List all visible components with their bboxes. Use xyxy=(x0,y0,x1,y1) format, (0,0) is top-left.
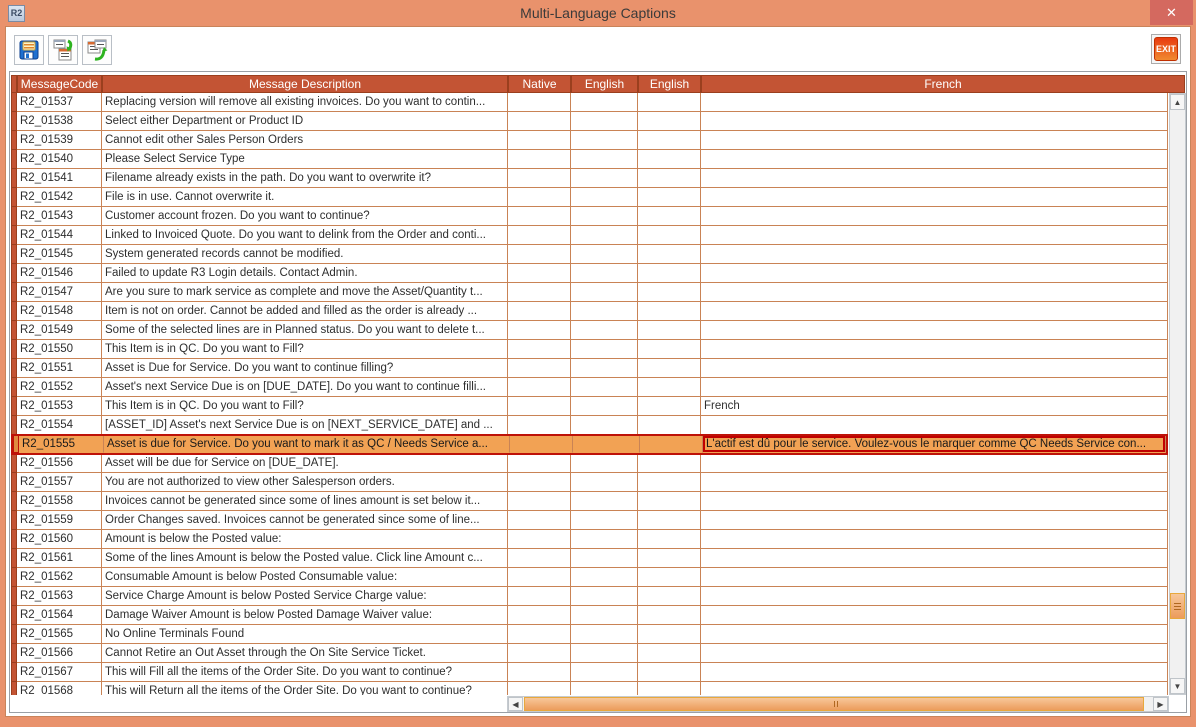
table-row[interactable] xyxy=(11,492,1168,511)
table-row[interactable] xyxy=(11,606,1168,625)
import-captions-button[interactable] xyxy=(48,35,78,65)
cell-english1[interactable] xyxy=(571,530,638,549)
cell-code[interactable]: R2_01559 xyxy=(17,511,102,530)
cell-french[interactable]: French xyxy=(701,397,1168,416)
cell-code[interactable]: R2_01541 xyxy=(17,169,102,188)
cell-native[interactable] xyxy=(508,473,571,492)
cell-native[interactable] xyxy=(508,302,571,321)
captions-grid xyxy=(9,71,1187,713)
cell-description[interactable]: Please Select Service Type xyxy=(102,150,508,169)
vertical-scrollbar[interactable] xyxy=(1169,93,1186,695)
cell-description[interactable]: [ASSET_ID] Asset's next Service Due is on [NEXT_SERVICE_DATE] and ... xyxy=(102,416,508,435)
cell-code[interactable]: R2_01551 xyxy=(17,359,102,378)
scroll-left-button[interactable] xyxy=(508,697,523,711)
cell-english1[interactable] xyxy=(571,131,638,150)
cell-french[interactable] xyxy=(701,587,1168,606)
cell-description[interactable]: Are you sure to mark service as complete and move the Asset/Quantity t... xyxy=(102,283,508,302)
cell-native[interactable] xyxy=(508,169,571,188)
cell-english1[interactable] xyxy=(571,264,638,283)
cell-english2[interactable] xyxy=(638,587,701,606)
table-row[interactable] xyxy=(11,150,1168,169)
save-button[interactable] xyxy=(14,35,44,65)
cell-native[interactable] xyxy=(508,454,571,473)
cell-native[interactable] xyxy=(508,245,571,264)
cell-native[interactable] xyxy=(508,587,571,606)
cell-native[interactable] xyxy=(508,264,571,283)
cell-code[interactable]: R2_01563 xyxy=(17,587,102,606)
cell-english2[interactable] xyxy=(638,264,701,283)
table-row[interactable] xyxy=(11,511,1168,530)
cell-native[interactable] xyxy=(508,549,571,568)
cell-code[interactable]: R2_01542 xyxy=(17,188,102,207)
cell-description[interactable]: This will Fill all the items of the Order Site. Do you want to continue? xyxy=(102,663,508,682)
cell-english2[interactable] xyxy=(638,663,701,682)
cell-native[interactable] xyxy=(508,321,571,340)
cell-description[interactable]: Order Changes saved. Invoices cannot be generated since some of line... xyxy=(102,511,508,530)
cell-description[interactable]: Cannot Retire an Out Asset through the On Site Service Ticket. xyxy=(102,644,508,663)
table-row[interactable] xyxy=(11,397,1168,416)
cell-french[interactable] xyxy=(701,682,1168,695)
close-button[interactable] xyxy=(1150,0,1193,25)
table-row[interactable] xyxy=(11,226,1168,245)
cell-description[interactable]: Select either Department or Product ID xyxy=(102,112,508,131)
cell-description[interactable]: Amount is below the Posted value: xyxy=(102,530,508,549)
table-row[interactable] xyxy=(11,283,1168,302)
cell-english2[interactable] xyxy=(638,245,701,264)
cell-description[interactable]: Asset's next Service Due is on [DUE_DATE]. Do you want to continue filli... xyxy=(102,378,508,397)
cell-english1[interactable] xyxy=(571,606,638,625)
table-row[interactable] xyxy=(11,434,1168,455)
cell-english1[interactable] xyxy=(571,473,638,492)
cell-english2[interactable] xyxy=(638,150,701,169)
cell-english2[interactable] xyxy=(638,93,701,112)
cell-french[interactable] xyxy=(701,321,1168,340)
cell-english2[interactable] xyxy=(638,454,701,473)
cell-description[interactable]: Asset will be due for Service on [DUE_DATE]. xyxy=(102,454,508,473)
cell-native[interactable] xyxy=(508,606,571,625)
cell-code[interactable]: R2_01564 xyxy=(17,606,102,625)
cell-description[interactable]: Asset is Due for Service. Do you want to continue filling? xyxy=(102,359,508,378)
cell-french[interactable] xyxy=(701,264,1168,283)
cell-code[interactable]: R2_01560 xyxy=(17,530,102,549)
cell-french[interactable] xyxy=(701,112,1168,131)
cell-description[interactable]: Linked to Invoiced Quote. Do you want to delink from the Order and conti... xyxy=(102,226,508,245)
cell-code[interactable]: R2_01565 xyxy=(17,625,102,644)
cell-english1[interactable] xyxy=(571,359,638,378)
cell-english1[interactable] xyxy=(571,644,638,663)
table-row[interactable] xyxy=(11,245,1168,264)
cell-english1[interactable] xyxy=(571,492,638,511)
cell-code[interactable]: R2_01549 xyxy=(17,321,102,340)
cell-description[interactable]: No Online Terminals Found xyxy=(102,625,508,644)
cell-french[interactable] xyxy=(701,93,1168,112)
table-row[interactable] xyxy=(11,454,1168,473)
cell-english2[interactable] xyxy=(638,340,701,359)
cell-english1[interactable] xyxy=(571,416,638,435)
cell-english2[interactable] xyxy=(638,511,701,530)
cell-code[interactable]: R2_01546 xyxy=(17,264,102,283)
horizontal-scrollbar[interactable] xyxy=(507,696,1169,712)
cell-french[interactable] xyxy=(701,302,1168,321)
cell-description[interactable]: Invoices cannot be generated since some of lines amount is set below it... xyxy=(102,492,508,511)
table-row[interactable] xyxy=(11,131,1168,150)
cell-english1[interactable] xyxy=(571,169,638,188)
cell-description[interactable]: Cannot edit other Sales Person Orders xyxy=(102,131,508,150)
table-row[interactable] xyxy=(11,112,1168,131)
cell-code[interactable]: R2_01561 xyxy=(17,549,102,568)
cell-french[interactable] xyxy=(701,245,1168,264)
cell-french[interactable] xyxy=(701,169,1168,188)
table-row[interactable] xyxy=(11,264,1168,283)
cell-english2[interactable] xyxy=(638,226,701,245)
cell-native[interactable] xyxy=(508,416,571,435)
table-row[interactable] xyxy=(11,682,1168,695)
exit-button-label: EXIT xyxy=(1155,44,1176,54)
table-row[interactable] xyxy=(11,625,1168,644)
cell-description[interactable]: Replacing version will remove all existing invoices. Do you want to contin... xyxy=(102,93,508,112)
cell-french[interactable] xyxy=(701,644,1168,663)
table-row[interactable] xyxy=(11,644,1168,663)
cell-english1[interactable] xyxy=(571,340,638,359)
table-row[interactable] xyxy=(11,378,1168,397)
horizontal-scroll-thumb[interactable] xyxy=(524,697,1144,711)
cell-english2[interactable] xyxy=(638,188,701,207)
cell-english1[interactable] xyxy=(571,321,638,340)
cell-english1[interactable] xyxy=(571,663,638,682)
cell-french[interactable] xyxy=(701,606,1168,625)
cell-code[interactable]: R2_01567 xyxy=(17,663,102,682)
cell-french[interactable] xyxy=(701,549,1168,568)
horizontal-scroll-track[interactable] xyxy=(523,697,1153,711)
cell-english2[interactable] xyxy=(638,492,701,511)
window-content xyxy=(5,26,1191,717)
up-arrow-icon: ▲ xyxy=(1173,97,1182,107)
cell-english2[interactable] xyxy=(638,625,701,644)
cell-code[interactable]: R2_01540 xyxy=(17,150,102,169)
scroll-down-button[interactable] xyxy=(1170,678,1185,694)
cell-english1[interactable] xyxy=(571,283,638,302)
cell-native[interactable] xyxy=(508,340,571,359)
right-arrow-icon: ▶ xyxy=(1157,699,1164,709)
cell-description[interactable]: Asset is due for Service. Do you want to mark it as QC / Needs Service a... xyxy=(104,436,510,453)
cell-english1[interactable] xyxy=(571,112,638,131)
table-row[interactable] xyxy=(11,321,1168,340)
cell-native[interactable] xyxy=(508,207,571,226)
column-header[interactable]: MessageCode xyxy=(17,75,102,93)
grid-body xyxy=(11,93,1168,695)
export-captions-document-arrow-icon xyxy=(85,38,109,62)
scroll-right-button[interactable] xyxy=(1153,697,1168,711)
cell-english1[interactable] xyxy=(571,302,638,321)
cell-english2[interactable] xyxy=(638,416,701,435)
cell-code[interactable]: R2_01538 xyxy=(17,112,102,131)
left-arrow-icon: ◀ xyxy=(512,699,519,709)
table-row[interactable] xyxy=(11,568,1168,587)
cell-native[interactable] xyxy=(508,93,571,112)
cell-native[interactable] xyxy=(508,397,571,416)
cell-french[interactable] xyxy=(701,226,1168,245)
cell-code[interactable]: R2_01557 xyxy=(17,473,102,492)
cell-code[interactable]: R2_01550 xyxy=(17,340,102,359)
import-captions-document-arrow-icon xyxy=(51,38,75,62)
cell-code[interactable]: R2_01543 xyxy=(17,207,102,226)
cell-native[interactable] xyxy=(508,283,571,302)
table-row[interactable] xyxy=(11,207,1168,226)
cell-description[interactable]: This Item is in QC. Do you want to Fill? xyxy=(102,397,508,416)
cell-english1[interactable] xyxy=(571,150,638,169)
cell-english2[interactable] xyxy=(638,378,701,397)
table-row[interactable] xyxy=(11,359,1168,378)
cell-french[interactable] xyxy=(701,207,1168,226)
close-icon: ✕ xyxy=(1166,4,1177,20)
cell-english1[interactable] xyxy=(571,188,638,207)
cell-english2[interactable] xyxy=(638,321,701,340)
cell-code[interactable]: R2_01554 xyxy=(17,416,102,435)
cell-native[interactable] xyxy=(508,625,571,644)
cell-native[interactable] xyxy=(508,150,571,169)
table-row[interactable] xyxy=(11,473,1168,492)
cell-native[interactable] xyxy=(508,682,571,695)
cell-code[interactable]: R2_01555 xyxy=(19,436,104,453)
cell-code[interactable]: R2_01568 xyxy=(17,682,102,695)
vertical-scroll-track[interactable] xyxy=(1170,110,1185,678)
app-icon: R2 xyxy=(8,5,25,22)
cell-french[interactable] xyxy=(701,359,1168,378)
cell-code[interactable]: R2_01548 xyxy=(17,302,102,321)
vertical-scroll-thumb[interactable] xyxy=(1170,593,1185,619)
cell-english2[interactable] xyxy=(638,359,701,378)
cell-english1[interactable] xyxy=(571,245,638,264)
cell-english2[interactable] xyxy=(638,169,701,188)
cell-french[interactable] xyxy=(701,530,1168,549)
cell-french[interactable] xyxy=(701,283,1168,302)
cell-english2[interactable] xyxy=(638,473,701,492)
cell-description[interactable]: Customer account frozen. Do you want to continue? xyxy=(102,207,508,226)
cell-native[interactable] xyxy=(508,226,571,245)
cell-french[interactable] xyxy=(701,131,1168,150)
export-captions-button[interactable] xyxy=(82,35,112,65)
cell-english1[interactable] xyxy=(571,587,638,606)
table-row[interactable] xyxy=(11,93,1168,112)
cell-english1[interactable] xyxy=(571,549,638,568)
cell-description[interactable]: Some of the selected lines are in Planned status. Do you want to delete t... xyxy=(102,321,508,340)
table-row[interactable] xyxy=(11,587,1168,606)
cell-french[interactable] xyxy=(701,454,1168,473)
cell-native[interactable] xyxy=(508,663,571,682)
cell-french[interactable] xyxy=(701,492,1168,511)
cell-english1[interactable] xyxy=(573,436,640,453)
cell-english1[interactable] xyxy=(571,226,638,245)
cell-english1[interactable] xyxy=(571,207,638,226)
column-header[interactable]: English xyxy=(571,75,638,93)
cell-english2[interactable] xyxy=(638,112,701,131)
cell-french[interactable] xyxy=(701,340,1168,359)
cell-english2[interactable] xyxy=(638,549,701,568)
cell-native[interactable] xyxy=(508,644,571,663)
cell-english2[interactable] xyxy=(638,568,701,587)
cell-description[interactable]: Failed to update R3 Login details. Contact Admin. xyxy=(102,264,508,283)
cell-native[interactable] xyxy=(508,568,571,587)
cell-english1[interactable] xyxy=(571,397,638,416)
table-row[interactable] xyxy=(11,340,1168,359)
down-arrow-icon: ▼ xyxy=(1173,681,1182,691)
table-row[interactable] xyxy=(11,549,1168,568)
save-floppy-icon xyxy=(18,39,40,61)
cell-description[interactable]: File is in use. Cannot overwrite it. xyxy=(102,188,508,207)
table-row[interactable] xyxy=(11,530,1168,549)
table-row[interactable] xyxy=(11,663,1168,682)
cell-code[interactable]: R2_01562 xyxy=(17,568,102,587)
grid-header xyxy=(11,75,1185,93)
column-header[interactable]: French xyxy=(701,75,1185,93)
cell-native[interactable] xyxy=(508,492,571,511)
cell-english2[interactable] xyxy=(638,682,701,695)
cell-french[interactable] xyxy=(701,511,1168,530)
cell-english2[interactable] xyxy=(638,530,701,549)
cell-french[interactable] xyxy=(701,568,1168,587)
cell-english2[interactable] xyxy=(638,283,701,302)
cell-english1[interactable] xyxy=(571,93,638,112)
cell-english1[interactable] xyxy=(571,682,638,695)
toolbar xyxy=(6,27,1190,69)
cell-english2[interactable] xyxy=(638,207,701,226)
cell-french[interactable] xyxy=(701,188,1168,207)
table-row[interactable] xyxy=(11,302,1168,321)
table-row[interactable] xyxy=(11,169,1168,188)
cell-french[interactable]: L'actif est dû pour le service. Voulez-vous le marquer comme QC Needs Service con... xyxy=(703,436,1166,453)
column-header[interactable]: English xyxy=(638,75,701,93)
cell-native[interactable] xyxy=(508,511,571,530)
exit-button[interactable] xyxy=(1151,34,1181,64)
scroll-up-button[interactable] xyxy=(1170,94,1185,110)
cell-english1[interactable] xyxy=(571,625,638,644)
cell-english1[interactable] xyxy=(571,511,638,530)
cell-description[interactable]: Item is not on order. Cannot be added and filled as the order is already ... xyxy=(102,302,508,321)
cell-english2[interactable] xyxy=(638,302,701,321)
cell-description[interactable]: Some of the lines Amount is below the Posted value. Click line Amount c... xyxy=(102,549,508,568)
cell-english2[interactable] xyxy=(638,131,701,150)
cell-english2[interactable] xyxy=(640,436,703,453)
cell-english1[interactable] xyxy=(571,454,638,473)
cell-description[interactable]: Consumable Amount is below Posted Consumable value: xyxy=(102,568,508,587)
cell-french[interactable] xyxy=(701,416,1168,435)
cell-description[interactable]: Filename already exists in the path. Do you want to overwrite it? xyxy=(102,169,508,188)
title-bar xyxy=(0,0,1196,26)
table-row[interactable] xyxy=(11,416,1168,435)
cell-code[interactable]: R2_01545 xyxy=(17,245,102,264)
cell-native[interactable] xyxy=(508,359,571,378)
cell-description[interactable]: This Item is in QC. Do you want to Fill? xyxy=(102,340,508,359)
cell-english2[interactable] xyxy=(638,644,701,663)
column-header[interactable]: Message Description xyxy=(102,75,508,93)
cell-code[interactable]: R2_01547 xyxy=(17,283,102,302)
cell-code[interactable]: R2_01556 xyxy=(17,454,102,473)
cell-french[interactable] xyxy=(701,625,1168,644)
cell-code[interactable]: R2_01537 xyxy=(17,93,102,112)
cell-code[interactable]: R2_01553 xyxy=(17,397,102,416)
table-row[interactable] xyxy=(11,188,1168,207)
cell-french[interactable] xyxy=(701,150,1168,169)
cell-description[interactable]: You are not authorized to view other Salesperson orders. xyxy=(102,473,508,492)
cell-english1[interactable] xyxy=(571,568,638,587)
column-header[interactable]: Native xyxy=(508,75,571,93)
cell-description[interactable]: System generated records cannot be modified. xyxy=(102,245,508,264)
cell-native[interactable] xyxy=(508,112,571,131)
cell-code[interactable]: R2_01558 xyxy=(17,492,102,511)
cell-native[interactable] xyxy=(510,436,573,453)
cell-description[interactable]: Service Charge Amount is below Posted Service Charge value: xyxy=(102,587,508,606)
cell-native[interactable] xyxy=(508,188,571,207)
cell-english2[interactable] xyxy=(638,606,701,625)
cell-code[interactable]: R2_01552 xyxy=(17,378,102,397)
cell-native[interactable] xyxy=(508,530,571,549)
cell-native[interactable] xyxy=(508,378,571,397)
cell-french[interactable] xyxy=(701,378,1168,397)
cell-native[interactable] xyxy=(508,131,571,150)
cell-french[interactable] xyxy=(701,663,1168,682)
cell-french[interactable] xyxy=(701,473,1168,492)
cell-code[interactable]: R2_01566 xyxy=(17,644,102,663)
cell-code[interactable]: R2_01539 xyxy=(17,131,102,150)
cell-code[interactable]: R2_01544 xyxy=(17,226,102,245)
window-title: Multi-Language Captions xyxy=(520,5,676,21)
cell-english2[interactable] xyxy=(638,397,701,416)
cell-description[interactable]: This will Return all the items of the Order Site. Do you want to continue? xyxy=(102,682,508,695)
cell-english1[interactable] xyxy=(571,378,638,397)
cell-description[interactable]: Damage Waiver Amount is below Posted Damage Waiver value: xyxy=(102,606,508,625)
